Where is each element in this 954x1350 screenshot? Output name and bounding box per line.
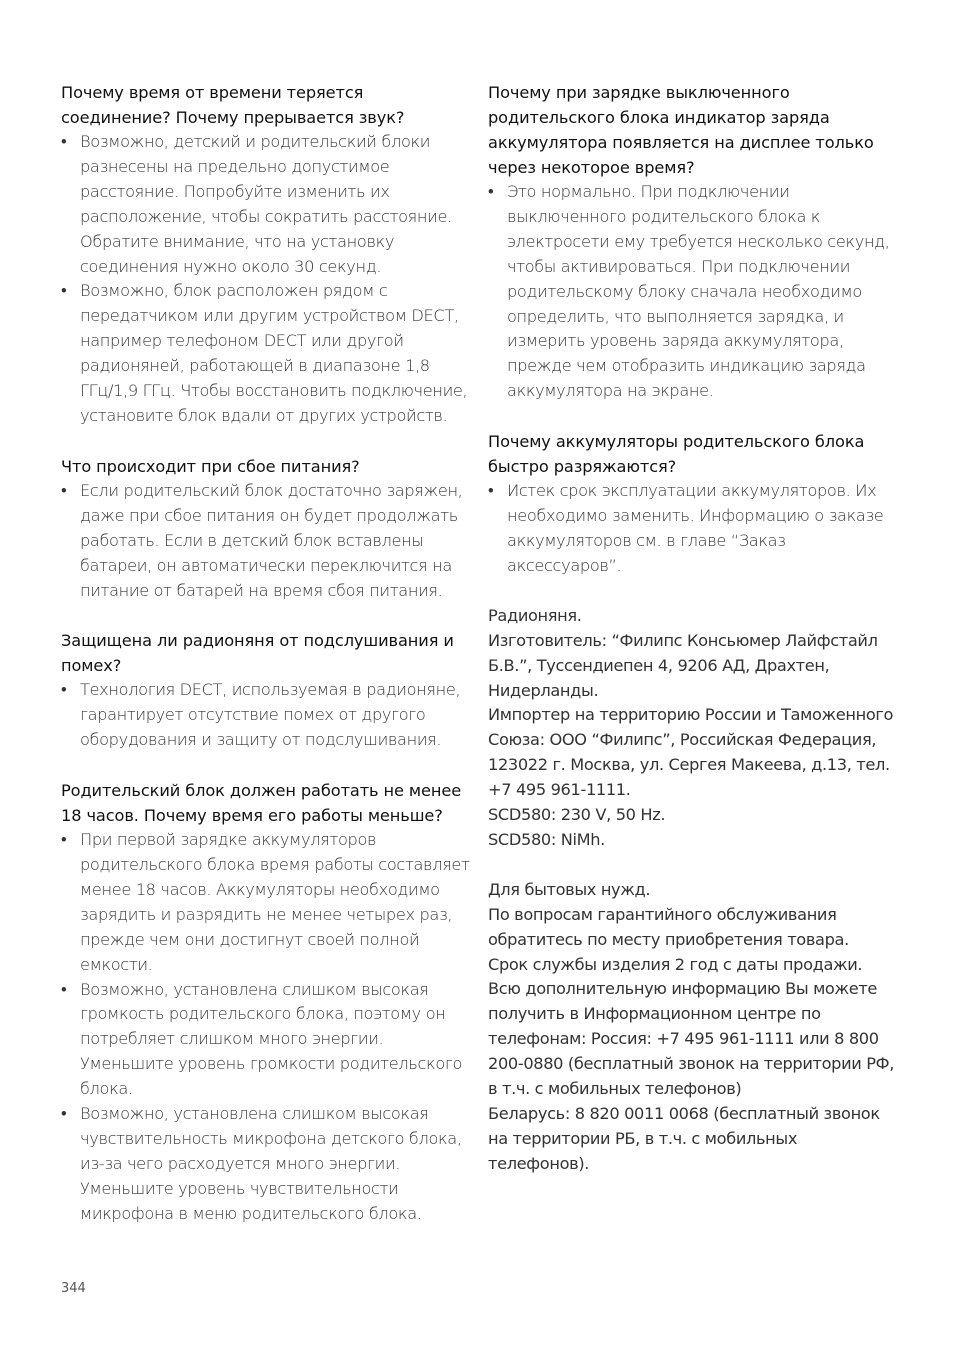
faq-answers xyxy=(61,479,471,604)
faq-item-battery-drain xyxy=(488,429,898,579)
page-number: 344 xyxy=(61,1281,86,1296)
faq-answer: • При первой зарядке аккумуляторов родительского блока время работы составляет менее 18 часов. Аккумуляторы необходимо зарядить и разрядить не менее четырех раз, прежде чем они достигнут своей полной емкости. xyxy=(61,828,471,977)
warranty-info xyxy=(488,878,898,1177)
faq-question: Родительский блок должен работать не менее 18 часов. Почему время его работы меньше? xyxy=(61,781,462,826)
faq-answers xyxy=(488,479,898,579)
faq-question: Что происходит при сбое питания? xyxy=(61,456,360,476)
info-line: Всю дополнительную информацию Вы можете получить в Информационном центре по телефонам: Россия: +7 495 961-1111 или 8 800 200-0880 (бесплатный звонок на территории РФ, в т.ч. с мобильных телефонов) xyxy=(488,979,895,1099)
faq-item-charging-indicator xyxy=(488,80,898,404)
info-line: SCD580: 230 V, 50 Hz. xyxy=(488,805,666,825)
faq-answer: • Возможно, детский и родительский блоки разнесены на предельно допустимое расстояние. Попробуйте изменить их расположение, чтобы сократить расстояние. Обратите внимание, что на установку соединения нужно около 30 секунд. xyxy=(61,130,471,279)
info-line: Изготовитель: “Филипс Консьюмер Лайфстайл Б.В.”, Туссендиепен 4, 9206 АД, Драхтен, Нидерланды. xyxy=(488,630,878,700)
faq-answer: • Это нормально. При подключении выключенного родительского блока к электросети ему требуется несколько секунд, чтобы активироваться. При подключении родительскому блоку сначала необходимо определить, что выполняется зарядка, и измерить уровень заряда аккумулятора, прежде чем отобразить индикацию заряда аккумулятора на экране. xyxy=(488,180,898,404)
faq-answer: • Если родительский блок достаточно заряжен, даже при сбое питания он будет продолжать работать. Если в детский блок вставлены батареи, он автоматически переключится на питание от батарей на время сбоя питания. xyxy=(61,479,471,604)
faq-answer: • Возможно, установлена слишком высокая чувствительность микрофона детского блока, из-за чего расходуется много энергии. Уменьшите уровень чувствительности микрофона в меню родительского блока. xyxy=(61,1102,471,1227)
faq-question: Почему время от времени теряется соединение? Почему прерывается звук? xyxy=(61,83,405,127)
faq-answer: • Возможно, установлена слишком высокая громкость родительского блока, поэтому он потребляет слишком много энергии. Уменьшите уровень громкости родительского блока. xyxy=(61,978,471,1103)
faq-answer: • Технология DECT, используемая в радионяне, гарантирует отсутствие помех от другого оборудования и защиту от подслушивания. xyxy=(61,678,471,753)
faq-answer: • Истек срок эксплуатации аккумуляторов. Их необходимо заменить. Информацию о заказе аккумуляторов см. в главе “Заказ аксессуаров”. xyxy=(488,479,898,579)
faq-answers xyxy=(61,678,471,753)
faq-item-eavesdropping xyxy=(61,628,471,753)
info-line: Срок службы изделия 2 год с даты продажи. xyxy=(488,954,863,974)
faq-answers xyxy=(61,828,471,1227)
right-column xyxy=(488,80,898,1202)
info-line: SCD580: NiMh. xyxy=(488,829,605,849)
faq-question: Защищена ли радионяня от подслушивания и помех? xyxy=(61,631,454,676)
faq-item-power-failure xyxy=(61,454,471,604)
info-line: Для бытовых нужд. xyxy=(488,879,651,899)
faq-answer: • Возможно, блок расположен рядом с передатчиком или другим устройством DECT, например телефоном DECT или другой радионяней, работающей в диапазоне 1,8 ГГц/1,9 ГГц. Чтобы восстановить подключение, установите блок вдали от других устройств. xyxy=(61,279,471,428)
info-line: Беларусь: 8 820 0011 0068 (бесплатный звонок на территории РБ, в т.ч. с мобильных телефонов). xyxy=(488,1104,880,1173)
info-line: По вопросам гарантийного обслуживания обратитесь по месту приобретения товара. xyxy=(488,904,849,949)
manufacturer-info xyxy=(488,604,898,853)
faq-item-connection-loss xyxy=(61,80,471,429)
faq-answers xyxy=(61,130,471,429)
info-line: Радионяня. xyxy=(488,605,582,625)
faq-question: Почему аккумуляторы родительского блока быстро разряжаются? xyxy=(488,432,865,477)
faq-item-operating-time xyxy=(61,778,471,1227)
faq-answers xyxy=(488,180,898,404)
left-column xyxy=(61,80,471,1252)
info-line: Импортер на территорию России и Таможенного Союза: ООО “Филипс”, Российская Федерация, 123022 г. Москва, ул. Сергея Макеева, д.13, тел. +7 495 961-1111. xyxy=(488,705,894,800)
faq-question: Почему при зарядке выключенного родительского блока индикатор заряда аккумулятора появляется на дисплее только через некоторое время? xyxy=(488,83,874,177)
